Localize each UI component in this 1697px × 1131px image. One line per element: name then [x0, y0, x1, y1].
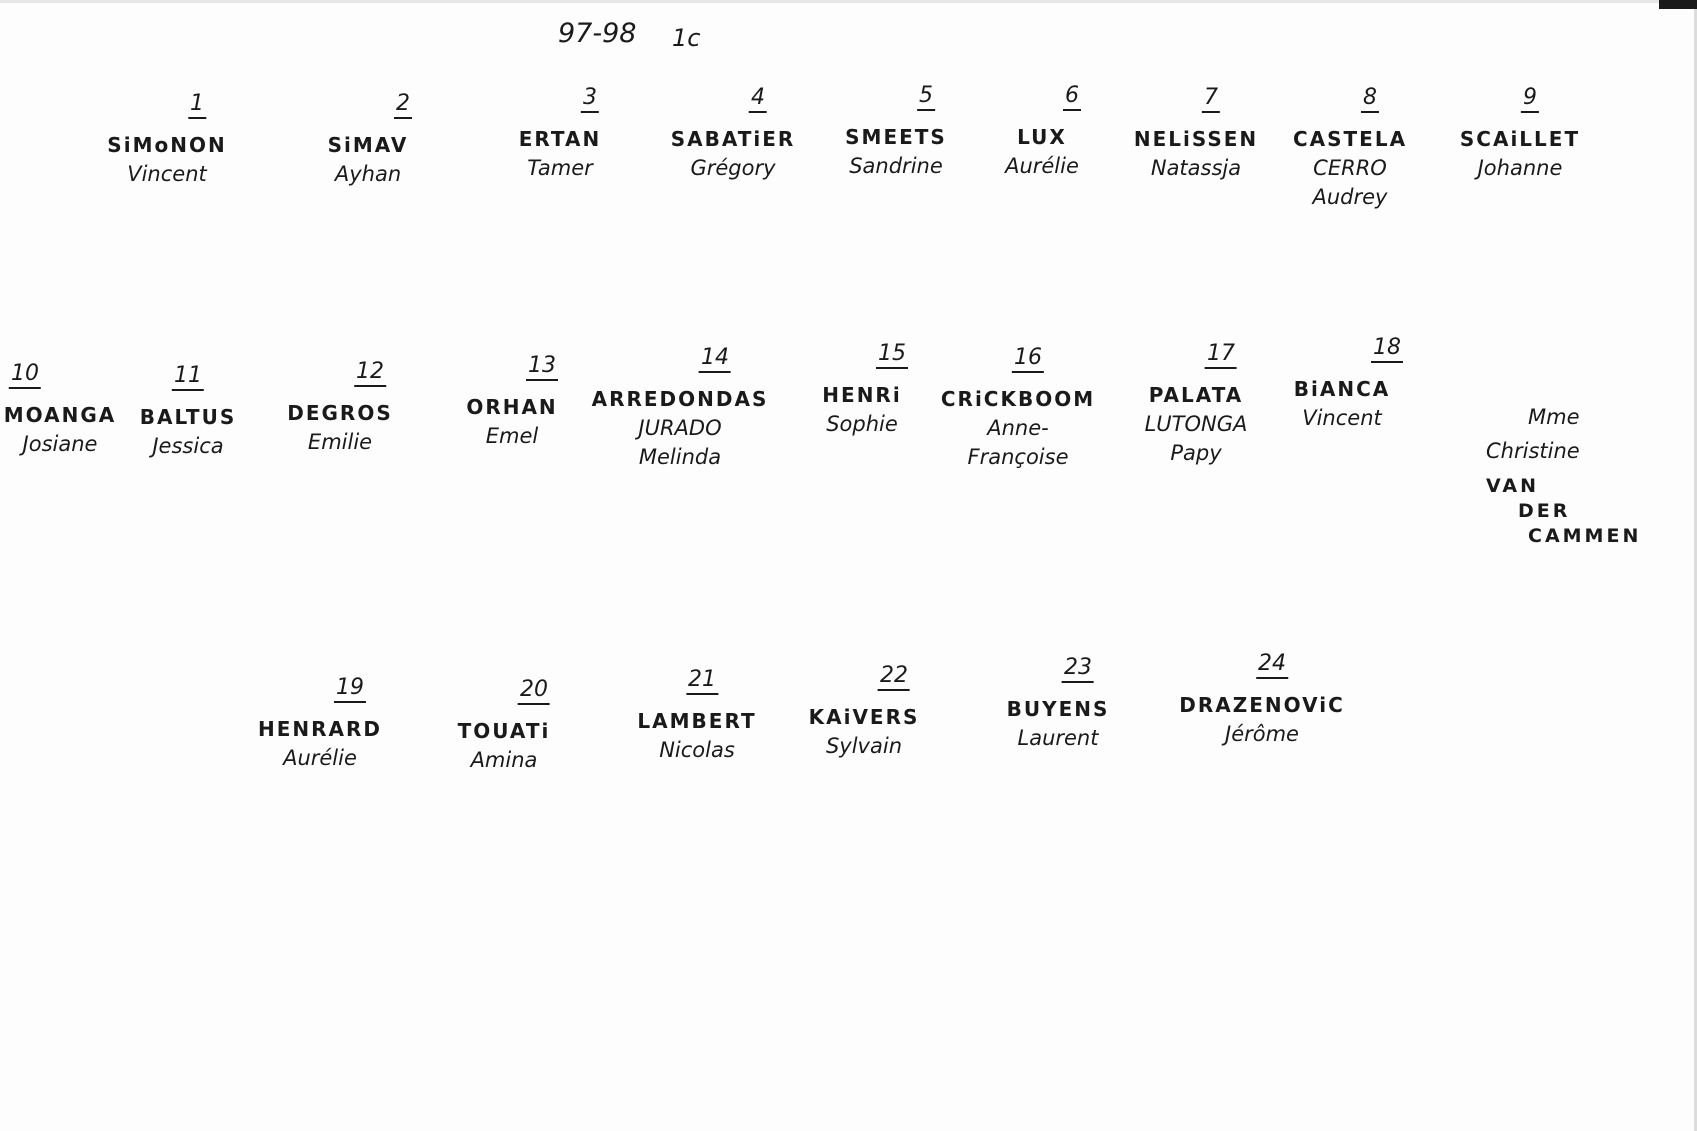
student-surname: LAMBERT [637, 709, 757, 733]
teacher-title: Mme [1528, 405, 1580, 429]
student-first-name: Jérôme [1225, 722, 1299, 746]
seat-13 [466, 354, 558, 451]
seat-number: 15 [876, 342, 908, 369]
student-first-name: Emel [485, 424, 539, 448]
seat-number: 21 [686, 668, 718, 695]
student-surname: BiANCA [1293, 377, 1391, 401]
student-first-name: Aurélie [283, 746, 357, 770]
student-surname-line: LUTONGA [1144, 412, 1248, 436]
teacher-surname-line-1: VAN [1486, 475, 1540, 497]
seat-number: 9 [1521, 86, 1539, 113]
student-surname: HENRARD [257, 717, 383, 741]
seat-number: 23 [1062, 656, 1094, 683]
seat-number: 5 [917, 84, 935, 111]
teacher-block [1486, 400, 1641, 549]
student-surname: SCAiLLET [1459, 127, 1581, 151]
student-first-name: Josiane [22, 432, 98, 456]
student-first-name: Sophie [826, 412, 898, 436]
seat-number: 4 [749, 86, 767, 113]
student-first-name: Melinda [638, 445, 722, 469]
seat-number: 12 [354, 360, 386, 387]
seat-number: 1 [188, 92, 206, 119]
seat-21 [637, 668, 756, 765]
school-year: 97-98 [558, 18, 637, 49]
student-surname-line: JURADO [638, 416, 722, 440]
student-surname: CASTELA [1292, 127, 1408, 151]
seat-number: 11 [172, 364, 204, 391]
seat-6 [1003, 84, 1081, 181]
student-first-name: Grégory [690, 156, 776, 180]
student-surname: ERTAN [518, 127, 602, 151]
student-first-name: Françoise [967, 445, 1069, 469]
seat-12 [287, 360, 393, 457]
seat-number: 10 [9, 362, 41, 389]
student-first-name-line: CERRO [1313, 156, 1387, 180]
seat-4 [671, 86, 796, 183]
seat-number: 13 [526, 354, 558, 381]
seat-number: 14 [699, 346, 731, 373]
student-surname: SMEETS [845, 125, 947, 149]
student-first-name: Tamer [527, 156, 593, 180]
seat-5 [845, 84, 947, 181]
student-first-name: Johanne [1477, 156, 1563, 180]
seat-15 [816, 342, 908, 439]
class-name: 1c [672, 24, 701, 52]
student-surname: DEGROS [287, 401, 393, 425]
seat-number: 19 [334, 676, 366, 703]
seat-24 [1179, 652, 1345, 749]
student-first-name: Vincent [127, 162, 207, 186]
seat-number: 2 [394, 92, 412, 119]
seat-9 [1460, 86, 1580, 183]
student-surname: MOANGA [3, 403, 117, 427]
student-first-name: Vincent [1302, 406, 1382, 430]
student-first-name: Ayhan [334, 162, 402, 186]
student-first-name: Laurent [1017, 726, 1099, 750]
student-surname: ORHAN [466, 395, 558, 419]
seat-19 [258, 676, 382, 773]
student-surname: NELiSSEN [1133, 127, 1259, 151]
student-first-name: Amina [470, 748, 538, 772]
seat-14 [592, 346, 769, 472]
student-first-name: Aurélie [1005, 154, 1079, 178]
student-surname: TOUATi [457, 719, 551, 743]
student-surname: BALTUS [139, 405, 237, 429]
seat-number: 8 [1361, 86, 1379, 113]
seat-number: 17 [1205, 342, 1237, 369]
student-surname: SiMoNON [107, 133, 227, 157]
seat-17 [1145, 342, 1248, 468]
student-surname: BUYENS [1006, 697, 1110, 721]
teacher-first-name: Christine [1486, 439, 1580, 463]
student-first-name: Audrey [1312, 185, 1388, 209]
student-surname: CRiCKBOOM [940, 387, 1096, 411]
seat-number: 3 [581, 86, 599, 113]
seat-11 [140, 364, 236, 461]
student-first-name: Papy [1170, 441, 1222, 465]
student-surname: HENRi [822, 383, 902, 407]
student-surname: PALATA [1148, 383, 1244, 407]
student-surname: SiMAV [327, 133, 409, 157]
seat-number: 20 [518, 678, 550, 705]
seat-2 [324, 92, 412, 189]
seat-23 [1007, 656, 1110, 753]
teacher-surname-line-2: DER [1518, 500, 1571, 522]
seat-number: 7 [1202, 86, 1220, 113]
student-first-name: Sandrine [849, 154, 943, 178]
seat-number: 22 [878, 664, 910, 691]
seat-8 [1293, 86, 1407, 212]
student-surname: KAiVERS [808, 705, 920, 729]
student-surname: DRAZENOViC [1179, 693, 1345, 717]
seat-10 [4, 362, 116, 459]
seat-number: 6 [1063, 84, 1081, 111]
seat-3 [519, 86, 601, 183]
seat-18 [1281, 336, 1403, 433]
seat-number: 18 [1371, 336, 1403, 363]
student-first-name: Emilie [307, 430, 373, 454]
seat-20 [458, 678, 551, 775]
scan-top-edge [0, 0, 1697, 3]
student-first-name: Jessica [152, 434, 224, 458]
seat-number: 24 [1256, 652, 1288, 679]
seat-1 [107, 92, 226, 189]
seat-22 [809, 664, 920, 761]
student-surname: SABATiER [670, 127, 796, 151]
student-first-name: Natassja [1150, 156, 1242, 180]
scan-corner-mark [1659, 0, 1697, 9]
student-first-name: Nicolas [659, 738, 735, 762]
seat-7 [1134, 86, 1258, 183]
seat-16 [941, 346, 1095, 472]
student-first-name-line: Anne- [987, 416, 1049, 440]
student-surname: ARREDONDAS [591, 387, 769, 411]
teacher-surname-line-3: CAMMEN [1528, 525, 1642, 547]
seat-number: 16 [1012, 346, 1044, 373]
student-surname: LUX [1017, 125, 1067, 149]
student-first-name: Sylvain [825, 734, 903, 758]
